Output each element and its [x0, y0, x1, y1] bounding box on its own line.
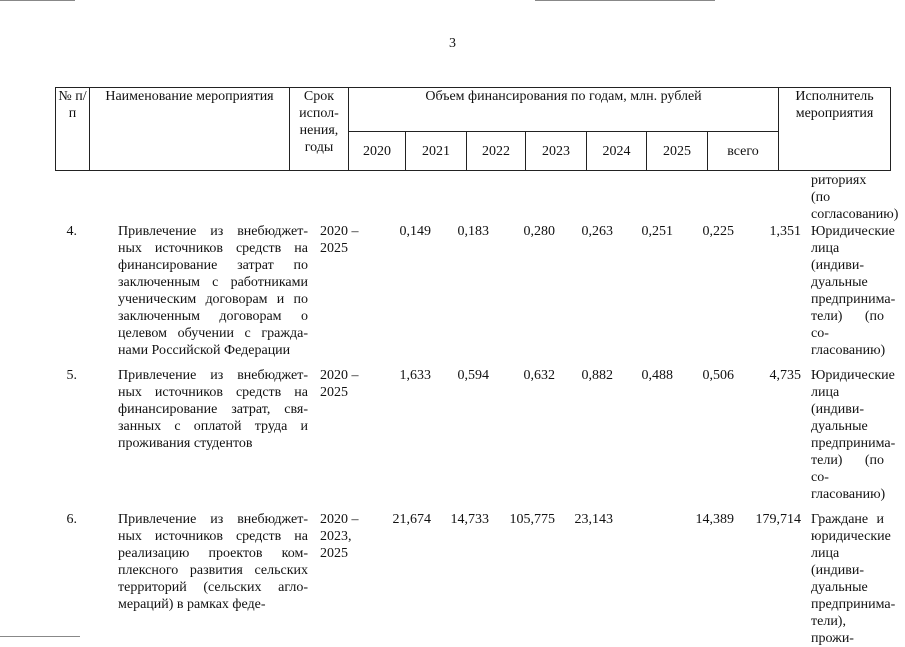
row-value: 14,733 — [450, 512, 489, 527]
table-row — [55, 223, 890, 359]
header-name: Наименование мероприятия — [90, 88, 290, 171]
row-total: 179,714 — [755, 512, 801, 527]
page-number: 3 — [449, 36, 456, 51]
row-value: 0,488 — [641, 368, 673, 383]
row-executor: Юридические лица (индиви-дуальные предпринима-тели) (по со-гласованию) — [811, 368, 896, 502]
row-value: 0,251 — [641, 224, 673, 239]
table-row — [55, 511, 890, 647]
row-term: 2020 – 2025 — [320, 224, 359, 256]
row-value: 0,183 — [457, 224, 489, 239]
data-table — [55, 172, 899, 647]
header-year: 2023 — [526, 132, 587, 171]
row-value: 0,632 — [523, 368, 555, 383]
header-executor: Исполнитель мероприятия — [779, 88, 891, 171]
row-value: 0,882 — [581, 368, 613, 383]
header-funding: Объем финансирования по годам, млн. рублей — [349, 88, 779, 132]
row-value — [617, 511, 677, 647]
row-value: 105,775 — [509, 512, 555, 527]
header-year: 2020 — [349, 132, 406, 171]
row-value: 0,149 — [399, 224, 431, 239]
header-term: Срок испол-нения, годы — [290, 88, 349, 171]
row-executor: Граждане и юридические лица (индиви-дуальные предпринима-тели), прожи- — [811, 512, 896, 646]
row-value: 14,389 — [695, 512, 734, 527]
continuation-row — [55, 172, 890, 223]
executor-continuation: риториях (по согласованию) — [811, 173, 899, 222]
row-number: 6. — [66, 512, 77, 527]
row-value: 0,594 — [457, 368, 489, 383]
row-value: 0,280 — [523, 224, 555, 239]
header-year: 2022 — [467, 132, 526, 171]
scan-mark — [535, 0, 715, 1]
row-value: 23,143 — [574, 512, 613, 527]
row-value: 0,225 — [702, 224, 734, 239]
row-term: 2020 – 2025 — [320, 368, 359, 400]
row-name: Привлечение из внебюджет-ных источников средств на финансирование затрат по заключенным с работниками ученическим договорам и по заключенным договорам о целевом обучении с гражда-нами Российской Федерации — [118, 224, 308, 358]
table-row — [55, 367, 890, 503]
row-value: 0,506 — [702, 368, 734, 383]
header-year: 2021 — [406, 132, 467, 171]
row-value: 1,633 — [399, 368, 431, 383]
row-total: 1,351 — [769, 224, 801, 239]
row-name: Привлечение из внебюджет-ных источников средств на реализацию проектов ком-плексного развития сельских территорий (сельских агло-мераций) в рамках феде- — [118, 512, 308, 612]
row-term: 2020 – 2023, 2025 — [320, 512, 359, 561]
row-executor: Юридические лица (индиви-дуальные предпринима-тели) (по со-гласованию) — [811, 224, 896, 358]
header-year: 2024 — [587, 132, 647, 171]
header-year: 2025 — [647, 132, 708, 171]
row-name: Привлечение из внебюджет-ных источников средств на финансирование затрат, свя-занных с оплатой труда и проживания студентов — [118, 368, 308, 451]
header-num: № п/п — [56, 88, 90, 171]
row-number: 5. — [66, 368, 77, 383]
header-total: всего — [708, 132, 779, 171]
scan-mark — [0, 0, 75, 1]
header-table — [55, 87, 891, 171]
row-value: 21,674 — [392, 512, 431, 527]
row-number: 4. — [66, 224, 77, 239]
row-total: 4,735 — [769, 368, 801, 383]
row-value: 0,263 — [581, 224, 613, 239]
